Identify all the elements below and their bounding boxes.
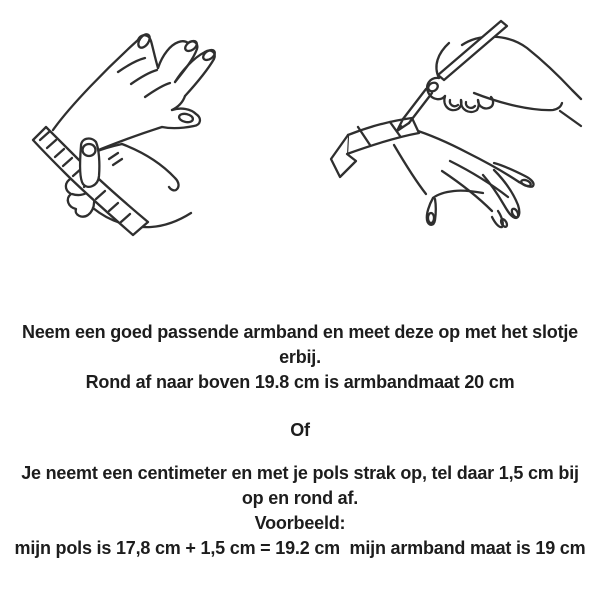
pen bbox=[397, 21, 507, 131]
paper-strip bbox=[331, 118, 419, 177]
gripping-thumb bbox=[80, 139, 99, 187]
open-hand-drawing bbox=[53, 32, 217, 155]
pen-hand-drawing bbox=[427, 37, 581, 126]
pen-marking-illustration bbox=[322, 15, 584, 247]
marked-hand-drawing bbox=[394, 129, 534, 228]
instruction-line: mijn pols is 17,8 cm + 1,5 cm = 19.2 cm mijn armband maat is 19 cm bbox=[14, 538, 586, 558]
separator-word: Of bbox=[290, 420, 310, 440]
instruction-line: op en rond af. bbox=[241, 488, 359, 508]
instruction-line: Neem een goed passende armband en meet deze op met het slotje bbox=[22, 322, 578, 342]
tape-measure-illustration bbox=[25, 10, 285, 270]
separator-text bbox=[0, 418, 600, 443]
instruction-line: Je neemt een centimeter en met je pols strak op, tel daar 1,5 cm bij bbox=[21, 463, 579, 483]
instruction-line: Voorbeeld: bbox=[254, 513, 346, 533]
method1-text bbox=[0, 320, 600, 395]
method2-text bbox=[0, 461, 600, 561]
instruction-line: erbij. bbox=[279, 347, 321, 367]
instruction-line: Rond af naar boven 19.8 cm is armbandmaat 20 cm bbox=[85, 372, 515, 392]
